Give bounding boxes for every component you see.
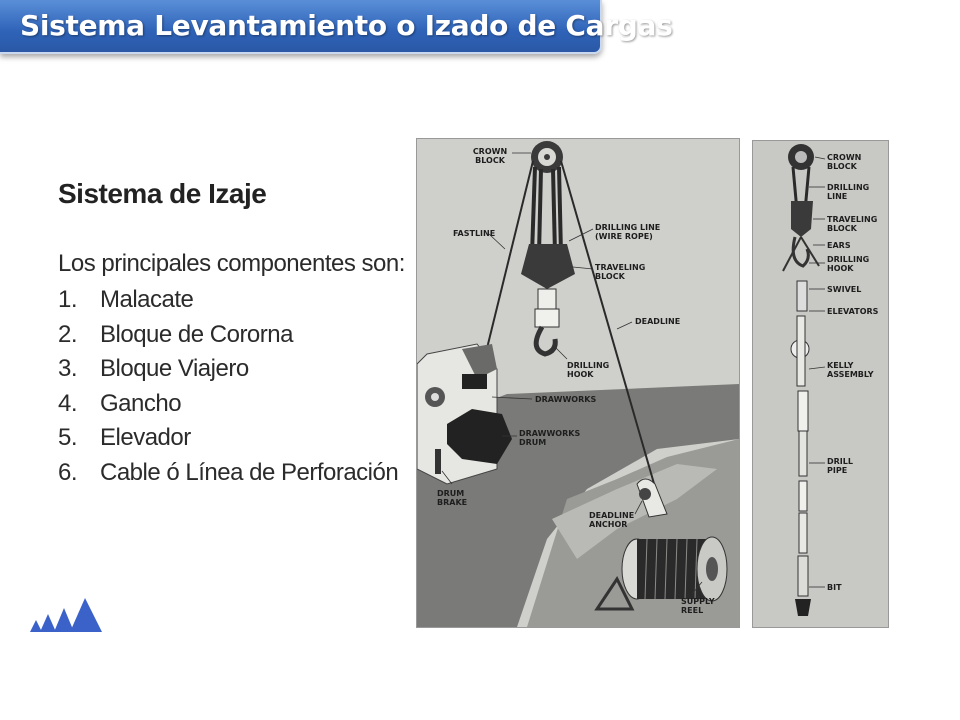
label-supply-reel: SUPPLY REEL — [681, 597, 715, 615]
section-heading: Sistema de Izaje — [58, 178, 267, 209]
side-label-elevators: ELEVATORS — [827, 307, 879, 316]
label-fastline: FASTLINE — [453, 229, 496, 238]
company-logo — [30, 598, 106, 632]
intro-text: Los principales componentes son: — [58, 250, 405, 277]
side-label-crown-block: CROWN BLOCK — [827, 153, 862, 171]
list-label: Malacate — [100, 286, 194, 314]
label-traveling-block: TRAVELING BLOCK — [595, 263, 646, 281]
list-item — [58, 456, 408, 491]
content-text-block — [58, 178, 408, 490]
side-label-bit: BIT — [827, 583, 842, 592]
list-number: 5. — [58, 424, 78, 452]
side-label-swivel: SWIVEL — [827, 285, 862, 294]
label-drum-brake: DRUM BRAKE — [437, 489, 468, 507]
side-label-drilling-hook: DRILLING HOOK — [827, 255, 870, 273]
side-label-traveling-block: TRAVELING BLOCK — [827, 215, 878, 233]
label-drawworks: DRAWWORKS — [535, 395, 597, 404]
list-label: Gancho — [100, 389, 182, 417]
side-label-drill-pipe: DRILL PIPE — [827, 457, 853, 475]
side-label-ears: EARS — [827, 241, 851, 250]
slide-title: Sistema Levantamiento o Izado de Cargas — [20, 9, 673, 42]
drill-string-figure — [752, 140, 889, 628]
side-label-drilling-line: DRILLING LINE — [827, 183, 870, 201]
title-banner — [0, 0, 673, 54]
list-number: 3. — [58, 355, 78, 383]
drill-string-drawing — [753, 141, 888, 627]
list-label: Bloque Viajero — [100, 355, 249, 383]
label-crown-block: CROWN BLOCK — [472, 147, 508, 165]
label-deadline: DEADLINE — [635, 317, 681, 326]
list-number: 4. — [58, 389, 78, 417]
list-item — [58, 387, 408, 422]
list-number: 2. — [58, 320, 78, 348]
label-deadline-anchor: DEADLINE ANCHOR — [589, 511, 635, 529]
components-list — [58, 283, 408, 490]
list-label: Bloque de Cororna — [100, 320, 293, 348]
hoisting-system-drawing — [417, 139, 739, 627]
hoisting-system-figure — [416, 138, 740, 628]
list-number: 1. — [58, 286, 78, 314]
list-label: Cable ó Línea de Perforación — [100, 458, 399, 486]
list-item — [58, 352, 408, 387]
label-drilling-hook: DRILLING HOOK — [567, 361, 610, 379]
list-label: Elevador — [100, 424, 191, 452]
list-number: 6. — [58, 458, 78, 486]
label-drawworks-drum: DRAWWORKS DRUM — [519, 429, 581, 447]
list-item — [58, 421, 408, 456]
label-drilling-line: DRILLING LINE (WIRE ROPE) — [595, 223, 661, 241]
side-label-kelly-assembly: KELLY ASSEMBLY — [827, 361, 874, 379]
list-item — [58, 283, 408, 318]
list-item — [58, 318, 408, 353]
